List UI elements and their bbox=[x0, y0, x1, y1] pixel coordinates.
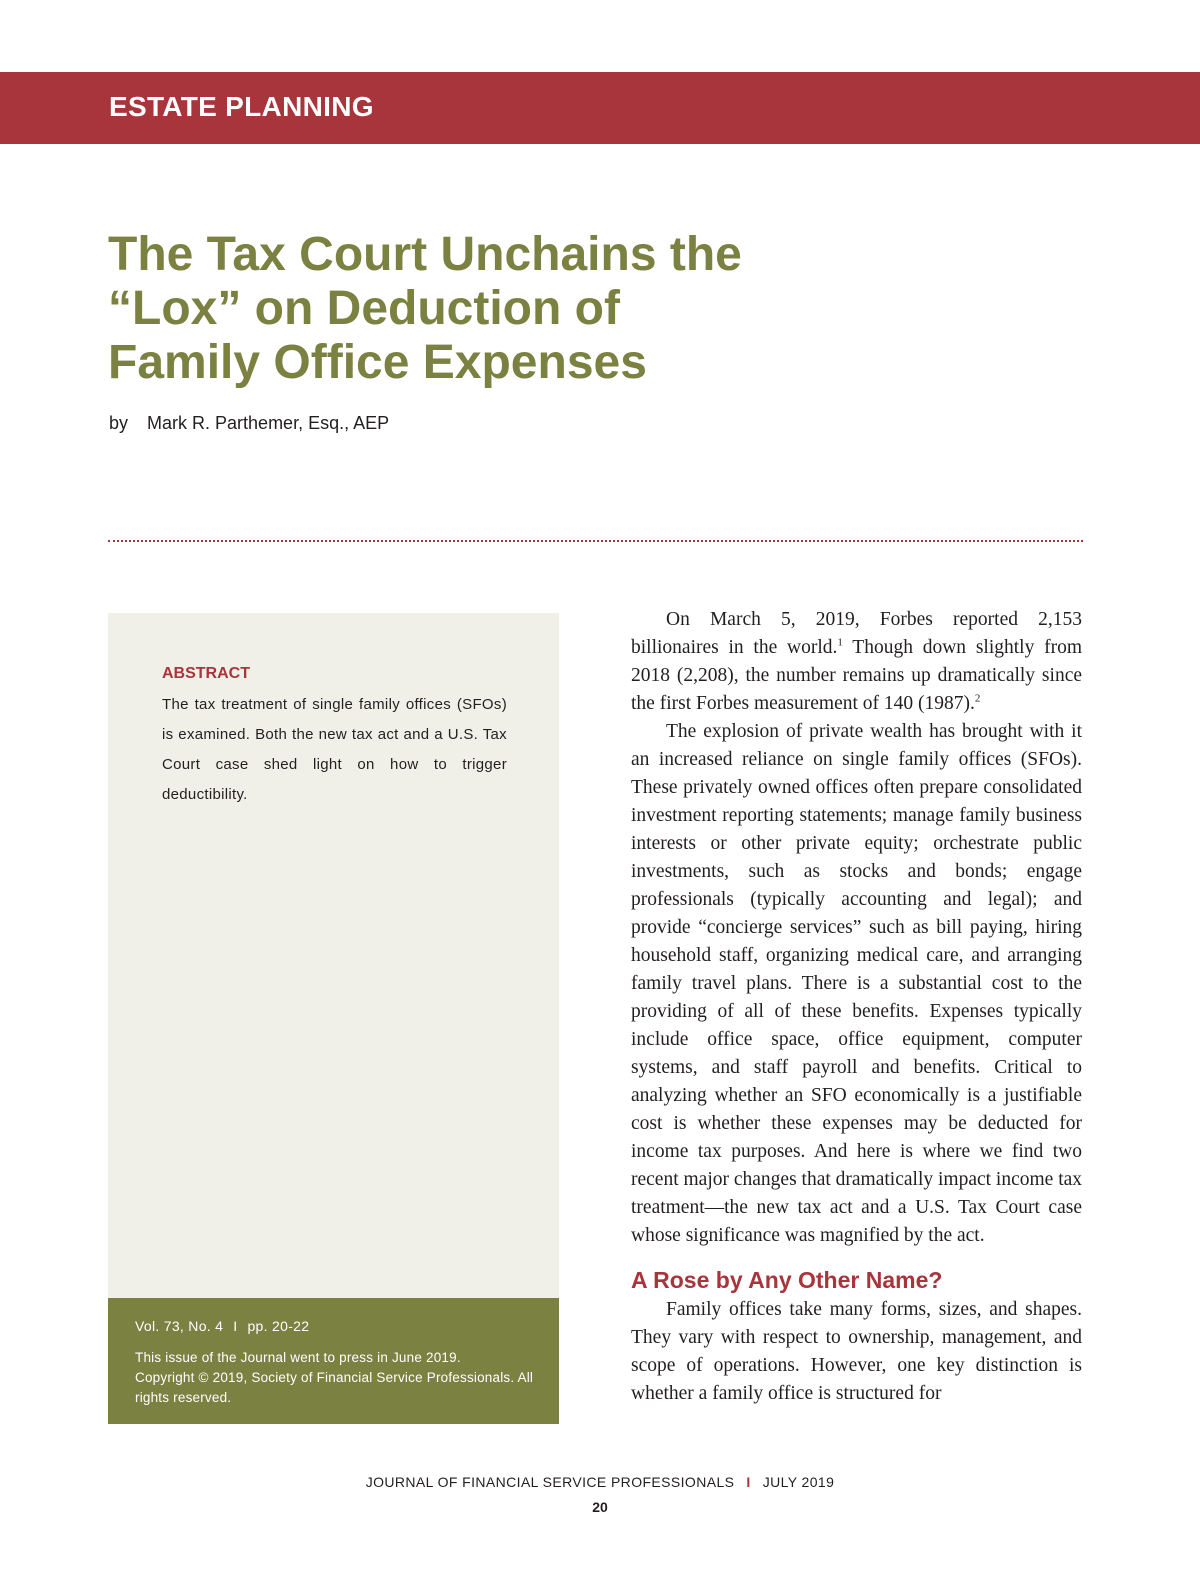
page-range: pp. 20-22 bbox=[247, 1318, 310, 1334]
section-label: ESTATE PLANNING bbox=[109, 91, 374, 122]
abstract-heading: ABSTRACT bbox=[162, 665, 250, 682]
page-footer bbox=[0, 1474, 1200, 1490]
volume-divider: I bbox=[233, 1318, 238, 1334]
volume-info bbox=[135, 1318, 309, 1334]
abstract-text: The tax treatment of single family offices (SFOs) is examined. Both the new tax act and a U.S. Tax Court case shed light on how to trigger deductibility. bbox=[162, 696, 507, 803]
article-title bbox=[108, 228, 808, 390]
byline bbox=[109, 413, 389, 434]
article-body bbox=[631, 606, 1082, 1408]
body-paragraph-3: Family offices take many forms, sizes, and shapes. They vary with respect to ownership, management, and scope of operations. However, one key distinction is whether a family office is structured for bbox=[631, 1299, 1082, 1404]
p1-text-a: On March 5, 2019, Forbes reported 2,153 billionaires in the world. bbox=[631, 609, 1082, 658]
body-paragraph-1 bbox=[631, 606, 1082, 718]
section-banner bbox=[0, 72, 1200, 144]
p1-text-b: Though down slightly from 2018 (2,208), the number remains up dramatically since the first Forbes measurement of 140 (1987). bbox=[631, 637, 1083, 714]
title-line-3: Family Office Expenses bbox=[108, 336, 647, 389]
copyright-text: Copyright © 2019, Society of Financial Service Professionals. All rights reserved. bbox=[135, 1370, 534, 1405]
abstract-box bbox=[108, 613, 559, 1299]
title-line-1: The Tax Court Unchains the bbox=[108, 228, 742, 281]
publication-info-box bbox=[108, 1298, 559, 1424]
copyright-notice bbox=[135, 1348, 545, 1408]
footnote-ref-2[interactable]: 2 bbox=[974, 692, 981, 705]
author-name: Mark R. Parthemer, Esq., AEP bbox=[147, 413, 390, 433]
footer-divider: I bbox=[746, 1474, 751, 1490]
journal-name: JOURNAL OF FINANCIAL SERVICE PROFESSIONALS bbox=[365, 1474, 735, 1490]
issue-date: JULY 2019 bbox=[762, 1474, 835, 1490]
byline-prefix: by bbox=[109, 413, 129, 433]
volume-number: Vol. 73, No. 4 bbox=[135, 1318, 224, 1334]
section-subheading: A Rose by Any Other Name? bbox=[631, 1267, 943, 1293]
title-line-2: “Lox” on Deduction of bbox=[108, 282, 620, 335]
press-note: This issue of the Journal went to press in June 2019. bbox=[135, 1350, 461, 1365]
page-number: 20 bbox=[592, 1499, 608, 1515]
dotted-divider bbox=[108, 540, 1083, 542]
footnote-ref-1[interactable]: 1 bbox=[837, 636, 843, 649]
body-paragraph-2: The explosion of private wealth has brought with it an increased reliance on single family offices (SFOs). These privately owned offices often prepare consolidated investment reporting statements; manage family business interests or other private equity; orchestrate public investments, such as stocks and bonds; engage professionals (typically accounting and legal); and provide “concierge services” such as bill paying, hiring household staff, organizing medical care, and arranging family travel plans. There is a substantial cost to the providing of all of these benefits. Expenses typically include office space, office equipment, computer systems, and staff payroll and benefits. Critical to analyzing whether an SFO economically is a justifiable cost is whether these expenses may be deducted for income tax purposes. And here is where we find two recent major changes that dramatically impact income tax treatment—the new tax act and a U.S. Tax Court case whose significance was magnified by the act. bbox=[631, 721, 1083, 1246]
